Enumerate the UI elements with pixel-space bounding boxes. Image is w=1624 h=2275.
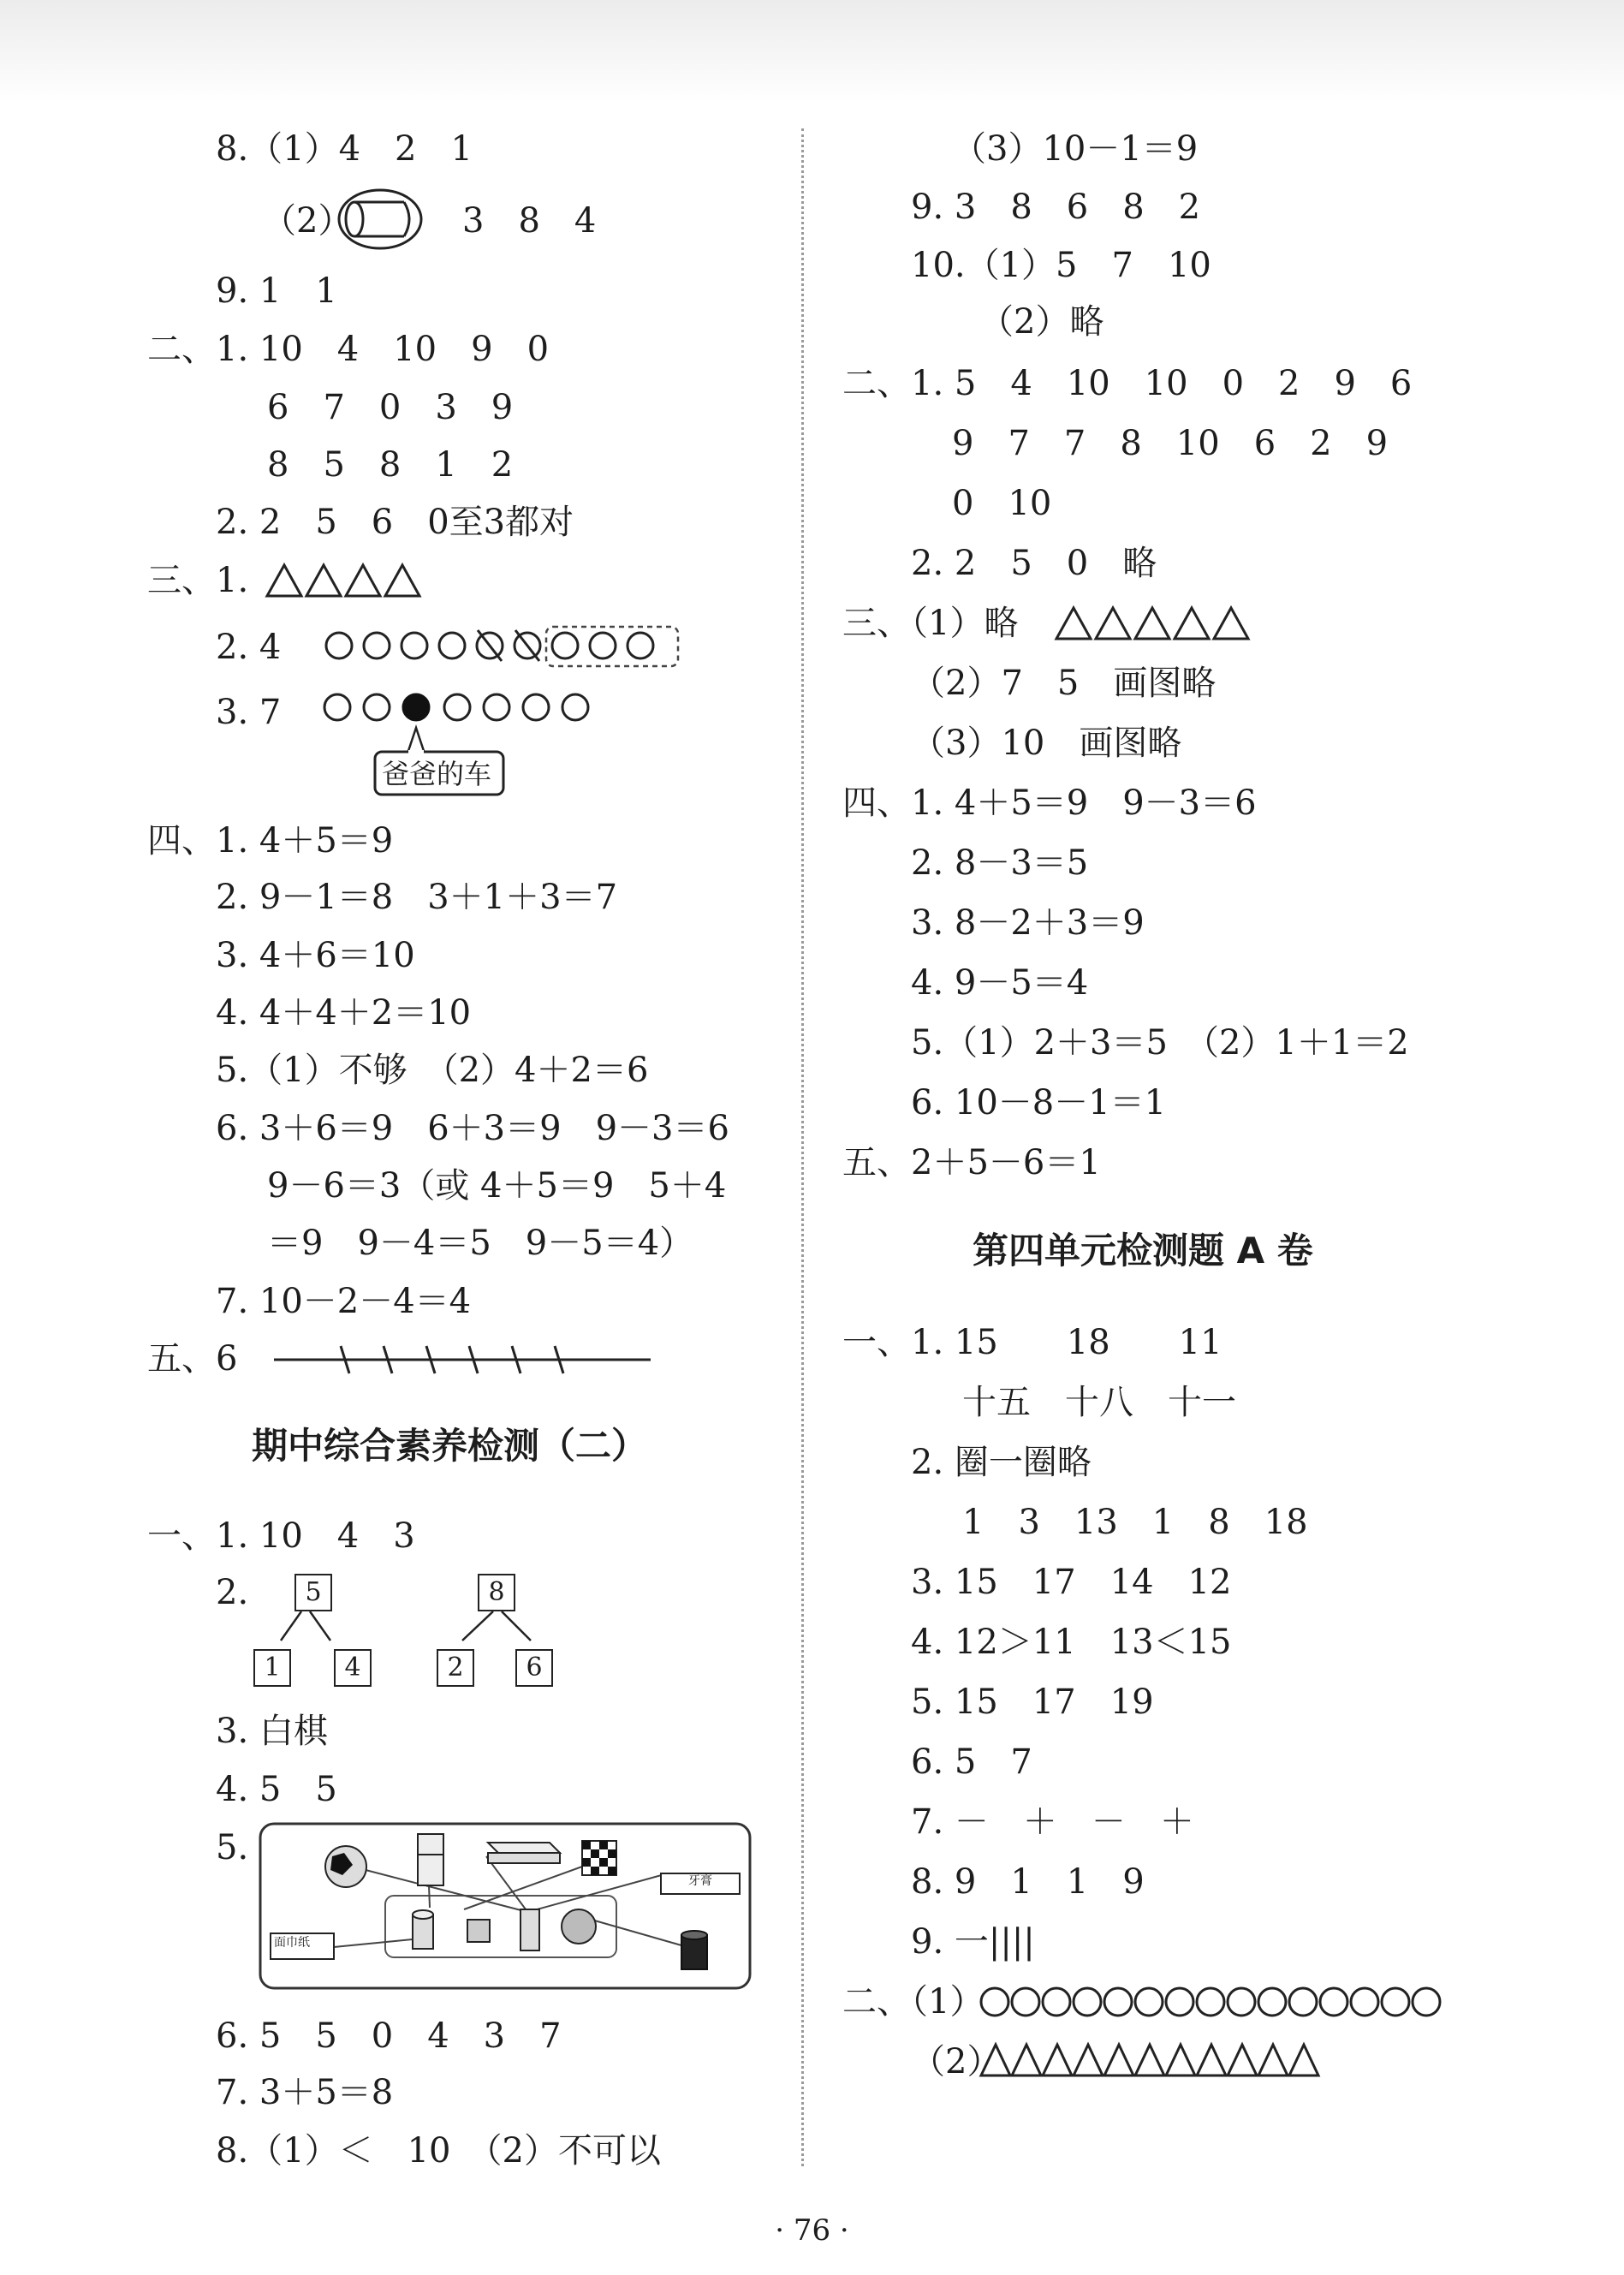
left-q8-2-rest: 3 8 4 xyxy=(462,201,597,241)
right-s4-5: 5.（1）2＋3＝5 （2）1＋1＝2 xyxy=(911,1023,1409,1063)
left-m1-1: 一、1. 10 4 3 xyxy=(147,1516,415,1556)
right-r8-3: （3）10－1＝9 xyxy=(952,129,1199,169)
right-u2-2: （2） xyxy=(911,2042,1002,2081)
left-s4-3: 3. 4＋6＝10 xyxy=(216,936,415,975)
left-q8-1: 8.（1）4 2 1 xyxy=(216,129,473,169)
circles-crossed-icon xyxy=(324,625,687,673)
right-u1-1b: 十五 十八 十一 xyxy=(962,1383,1236,1422)
toothpaste-label: 牙膏 xyxy=(688,1874,712,1888)
triangles-4-icon xyxy=(265,562,428,599)
bond2-right-box: 6 xyxy=(515,1649,553,1687)
left-m1-8: 8.（1）＜ 10 （2）不可以 xyxy=(216,2131,661,2171)
right-u1-9: 9. 一|||| xyxy=(911,1922,1035,1962)
right-u1-1a: 一、1. 15 18 11 xyxy=(842,1323,1222,1362)
right-s3-2: （2）7 5 画图略 xyxy=(911,664,1217,703)
left-s4-5: 5.（1）不够 （2）4＋2＝6 xyxy=(216,1051,649,1090)
left-m1-5: 5. xyxy=(216,1828,249,1867)
scan-shading xyxy=(0,0,1624,103)
right-s3-1: 三、（1）略 xyxy=(842,604,1019,643)
left-m1-4: 4. 5 5 xyxy=(216,1770,337,1809)
right-u1-4: 4. 12＞11 13＜15 xyxy=(911,1623,1232,1662)
left-m1-7: 7. 3＋5＝8 xyxy=(216,2073,394,2112)
left-s4-6c: ＝9 9－4＝5 9－5＝4） xyxy=(267,1224,694,1263)
right-s4-1: 四、1. 4＋5＝9 9－3＝6 xyxy=(842,783,1257,823)
left-q9: 9. 1 1 xyxy=(216,271,337,311)
triangles-11-icon xyxy=(979,2041,1339,2079)
right-u1-6: 6. 5 7 xyxy=(911,1742,1032,1782)
right-s4-4: 4. 9－5＝4 xyxy=(911,963,1089,1003)
dads-car-label: 爸爸的车 xyxy=(382,758,492,790)
unit4-section-title: 第四单元检测题 A 卷 xyxy=(973,1230,1313,1271)
right-u2-1: 二、（1） xyxy=(842,1982,985,2022)
left-m1-3: 3. 白棋 xyxy=(216,1712,328,1751)
left-m1-6: 6. 5 5 0 4 3 7 xyxy=(216,2016,562,2056)
left-q8-2-prefix: （2） xyxy=(262,201,353,241)
right-u1-2a: 2. 圈一圈略 xyxy=(911,1443,1092,1482)
left-s3-2: 2. 4 xyxy=(216,628,282,667)
right-u1-3: 3. 15 17 14 12 xyxy=(911,1563,1232,1602)
right-s2-1a: 二、1. 5 4 10 10 0 2 9 6 xyxy=(842,364,1413,403)
left-s4-7: 7. 10－2－4＝4 xyxy=(216,1282,472,1321)
left-s3-3: 3. 7 xyxy=(216,693,282,732)
right-u1-8: 8. 9 1 1 9 xyxy=(911,1862,1145,1902)
right-u1-5: 5. 15 17 19 xyxy=(911,1682,1154,1722)
circles-15-icon xyxy=(979,1983,1467,2021)
left-s2-1b: 6 7 0 3 9 xyxy=(267,388,514,427)
bond1-right-box: 4 xyxy=(334,1649,372,1687)
left-m1-2: 2. xyxy=(216,1573,249,1612)
bond1-top-box: 5 xyxy=(294,1574,332,1611)
right-s3-3: （3）10 画图略 xyxy=(911,724,1182,763)
right-s4-2: 2. 8－3＝5 xyxy=(911,843,1089,883)
bond2-left-box: 2 xyxy=(437,1649,474,1687)
column-divider xyxy=(801,128,804,2166)
bond2-top-box: 8 xyxy=(478,1574,515,1611)
left-s4-6b: 9－6＝3（或 4＋5＝9 5＋4 xyxy=(267,1166,727,1206)
shape-matching-picture xyxy=(259,1822,752,1990)
right-s5: 五、2＋5－6＝1 xyxy=(842,1143,1101,1182)
left-s4-6a: 6. 3＋6＝9 6＋3＝9 9－3＝6 xyxy=(216,1109,729,1148)
left-s2-1a: 二、1. 10 4 10 9 0 xyxy=(147,330,550,369)
right-s4-3: 3. 8－2＋3＝9 xyxy=(911,903,1145,943)
left-s4-1: 四、1. 4＋5＝9 xyxy=(147,821,394,861)
right-s2-1b: 9 7 7 8 10 6 2 9 xyxy=(952,424,1389,463)
triangles-5-icon xyxy=(1055,604,1257,642)
left-s3-1: 三、1. xyxy=(147,561,249,600)
right-s2-1c: 0 10 xyxy=(952,484,1052,523)
right-r10-2: （2）略 xyxy=(979,302,1104,342)
page-number: · 76 · xyxy=(775,2213,849,2248)
right-r9: 9. 3 8 6 8 2 xyxy=(911,188,1201,227)
right-s4-6: 6. 10－8－1＝1 xyxy=(911,1083,1167,1123)
right-r10-1: 10.（1）5 7 10 xyxy=(911,246,1211,285)
number-line-icon xyxy=(272,1341,654,1375)
right-u1-2b: 1 3 13 1 8 18 xyxy=(962,1503,1308,1542)
left-s4-2: 2. 9－1＝8 3＋1＋3＝7 xyxy=(216,878,618,917)
cylinder-icon xyxy=(336,187,425,252)
left-s2-1c: 8 5 8 1 2 xyxy=(267,445,514,485)
right-u1-7: 7. － ＋ － ＋ xyxy=(911,1802,1194,1842)
left-s2-2: 2. 2 5 6 0至3都对 xyxy=(216,503,574,542)
bond1-left-box: 1 xyxy=(253,1649,291,1687)
left-s4-4: 4. 4＋4＋2＝10 xyxy=(216,993,472,1033)
right-s2-2: 2. 2 5 0 略 xyxy=(911,544,1157,583)
left-s5: 五、6 xyxy=(147,1339,238,1379)
midterm-section-title: 期中综合素养检测（二） xyxy=(252,1425,648,1467)
tissue-label: 面巾纸 xyxy=(274,1936,310,1950)
